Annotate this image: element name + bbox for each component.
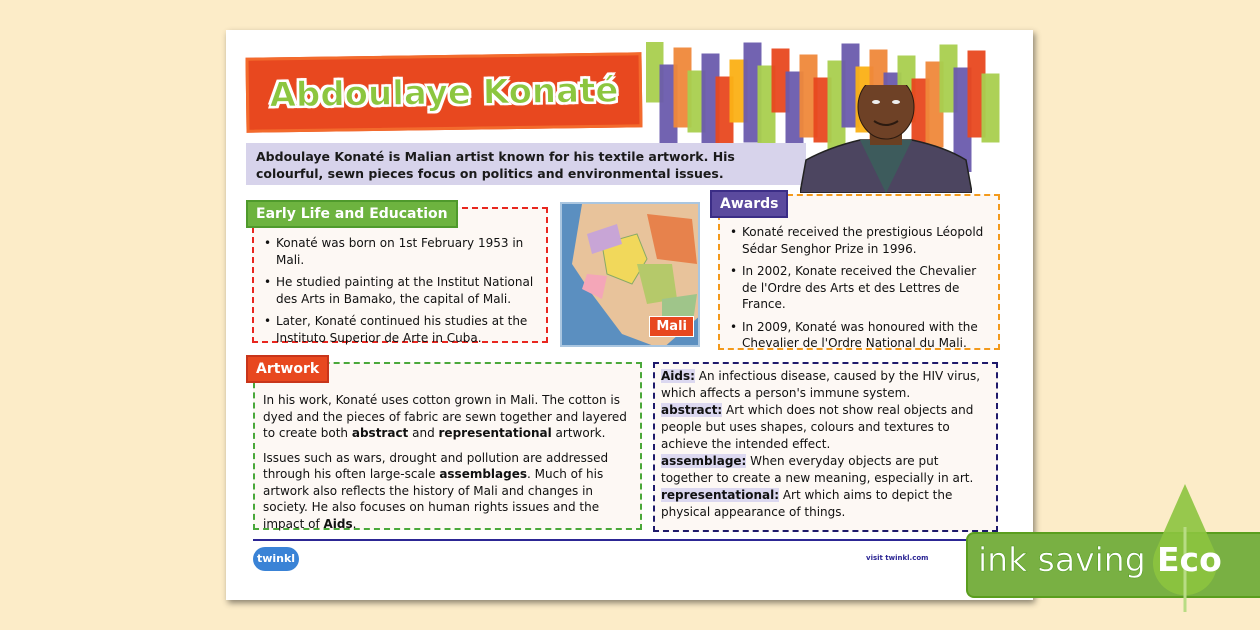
- glossary-box: [653, 362, 998, 532]
- twinkl-logo[interactable]: twinkl: [253, 547, 299, 571]
- list-item: • In 2002, Konate received the Chevalier de l'Ordre des Arts et des Lettres de France.: [730, 263, 988, 313]
- title-banner: [245, 52, 642, 133]
- glossary-entry: abstract: Art which does not show real objects and people but uses shapes, colours and textures to achieve the intended effect.: [661, 403, 974, 451]
- glossary-entry: Aids: An infectious disease, caused by the HIV virus, which affects a person's immune system.: [661, 369, 981, 400]
- artwork-paragraph-2: Issues such as wars, drought and pollution are addressed through his often large-scale assemblages. Much of his artwork also reflects the history of Mali and changes in society. He also focuses on human rights issues and the impact of Aids.: [263, 450, 609, 531]
- awards-heading: Awards: [710, 190, 788, 218]
- footer-divider: [253, 539, 998, 541]
- map-label-mali: Mali: [649, 316, 694, 337]
- artwork-box: [253, 362, 642, 530]
- glossary-entry: representational: Art which aims to depict the physical appearance of things.: [661, 488, 953, 519]
- page-title: Abdoulaye Konaté: [269, 70, 619, 115]
- eco-label: Eco: [1157, 540, 1222, 579]
- early-life-heading: Early Life and Education: [246, 200, 458, 228]
- africa-map: [560, 202, 700, 347]
- list-item: • Konaté received the prestigious Léopold Sédar Senghor Prize in 1996.: [730, 224, 988, 257]
- artwork-heading: Artwork: [246, 355, 329, 383]
- portrait-image: [800, 85, 972, 193]
- list-item: • He studied painting at the Institut National des Arts in Bamako, the capital of Mali.: [264, 274, 536, 307]
- twinkl-link[interactable]: visit twinkl.com: [866, 554, 929, 562]
- glossary-entry: assemblage: When everyday objects are put together to create a new meaning, especially in art.: [661, 454, 974, 485]
- list-item: • In 2009, Konaté was honoured with the Chevalier de l'Ordre National du Mali.: [730, 319, 988, 352]
- list-item: • Later, Konaté continued his studies at the Instituto Superior de Arte in Cuba.: [264, 313, 536, 346]
- intro-text: Abdoulaye Konaté is Malian artist known for his textile artwork. His colourful, sewn pieces focus on politics and environmental issues.: [246, 143, 806, 185]
- artwork-paragraph-1: In his work, Konaté uses cotton grown in Mali. The cotton is dyed and the pieces of fabric are sewn together and layered to create both abstract and representational artwork.: [263, 393, 627, 440]
- ink-saving-label: ink saving: [978, 540, 1146, 579]
- list-item: • Konaté was born on 1st February 1953 in Mali.: [264, 235, 536, 268]
- textile-bar: [982, 74, 999, 142]
- fact-sheet: [226, 30, 1033, 600]
